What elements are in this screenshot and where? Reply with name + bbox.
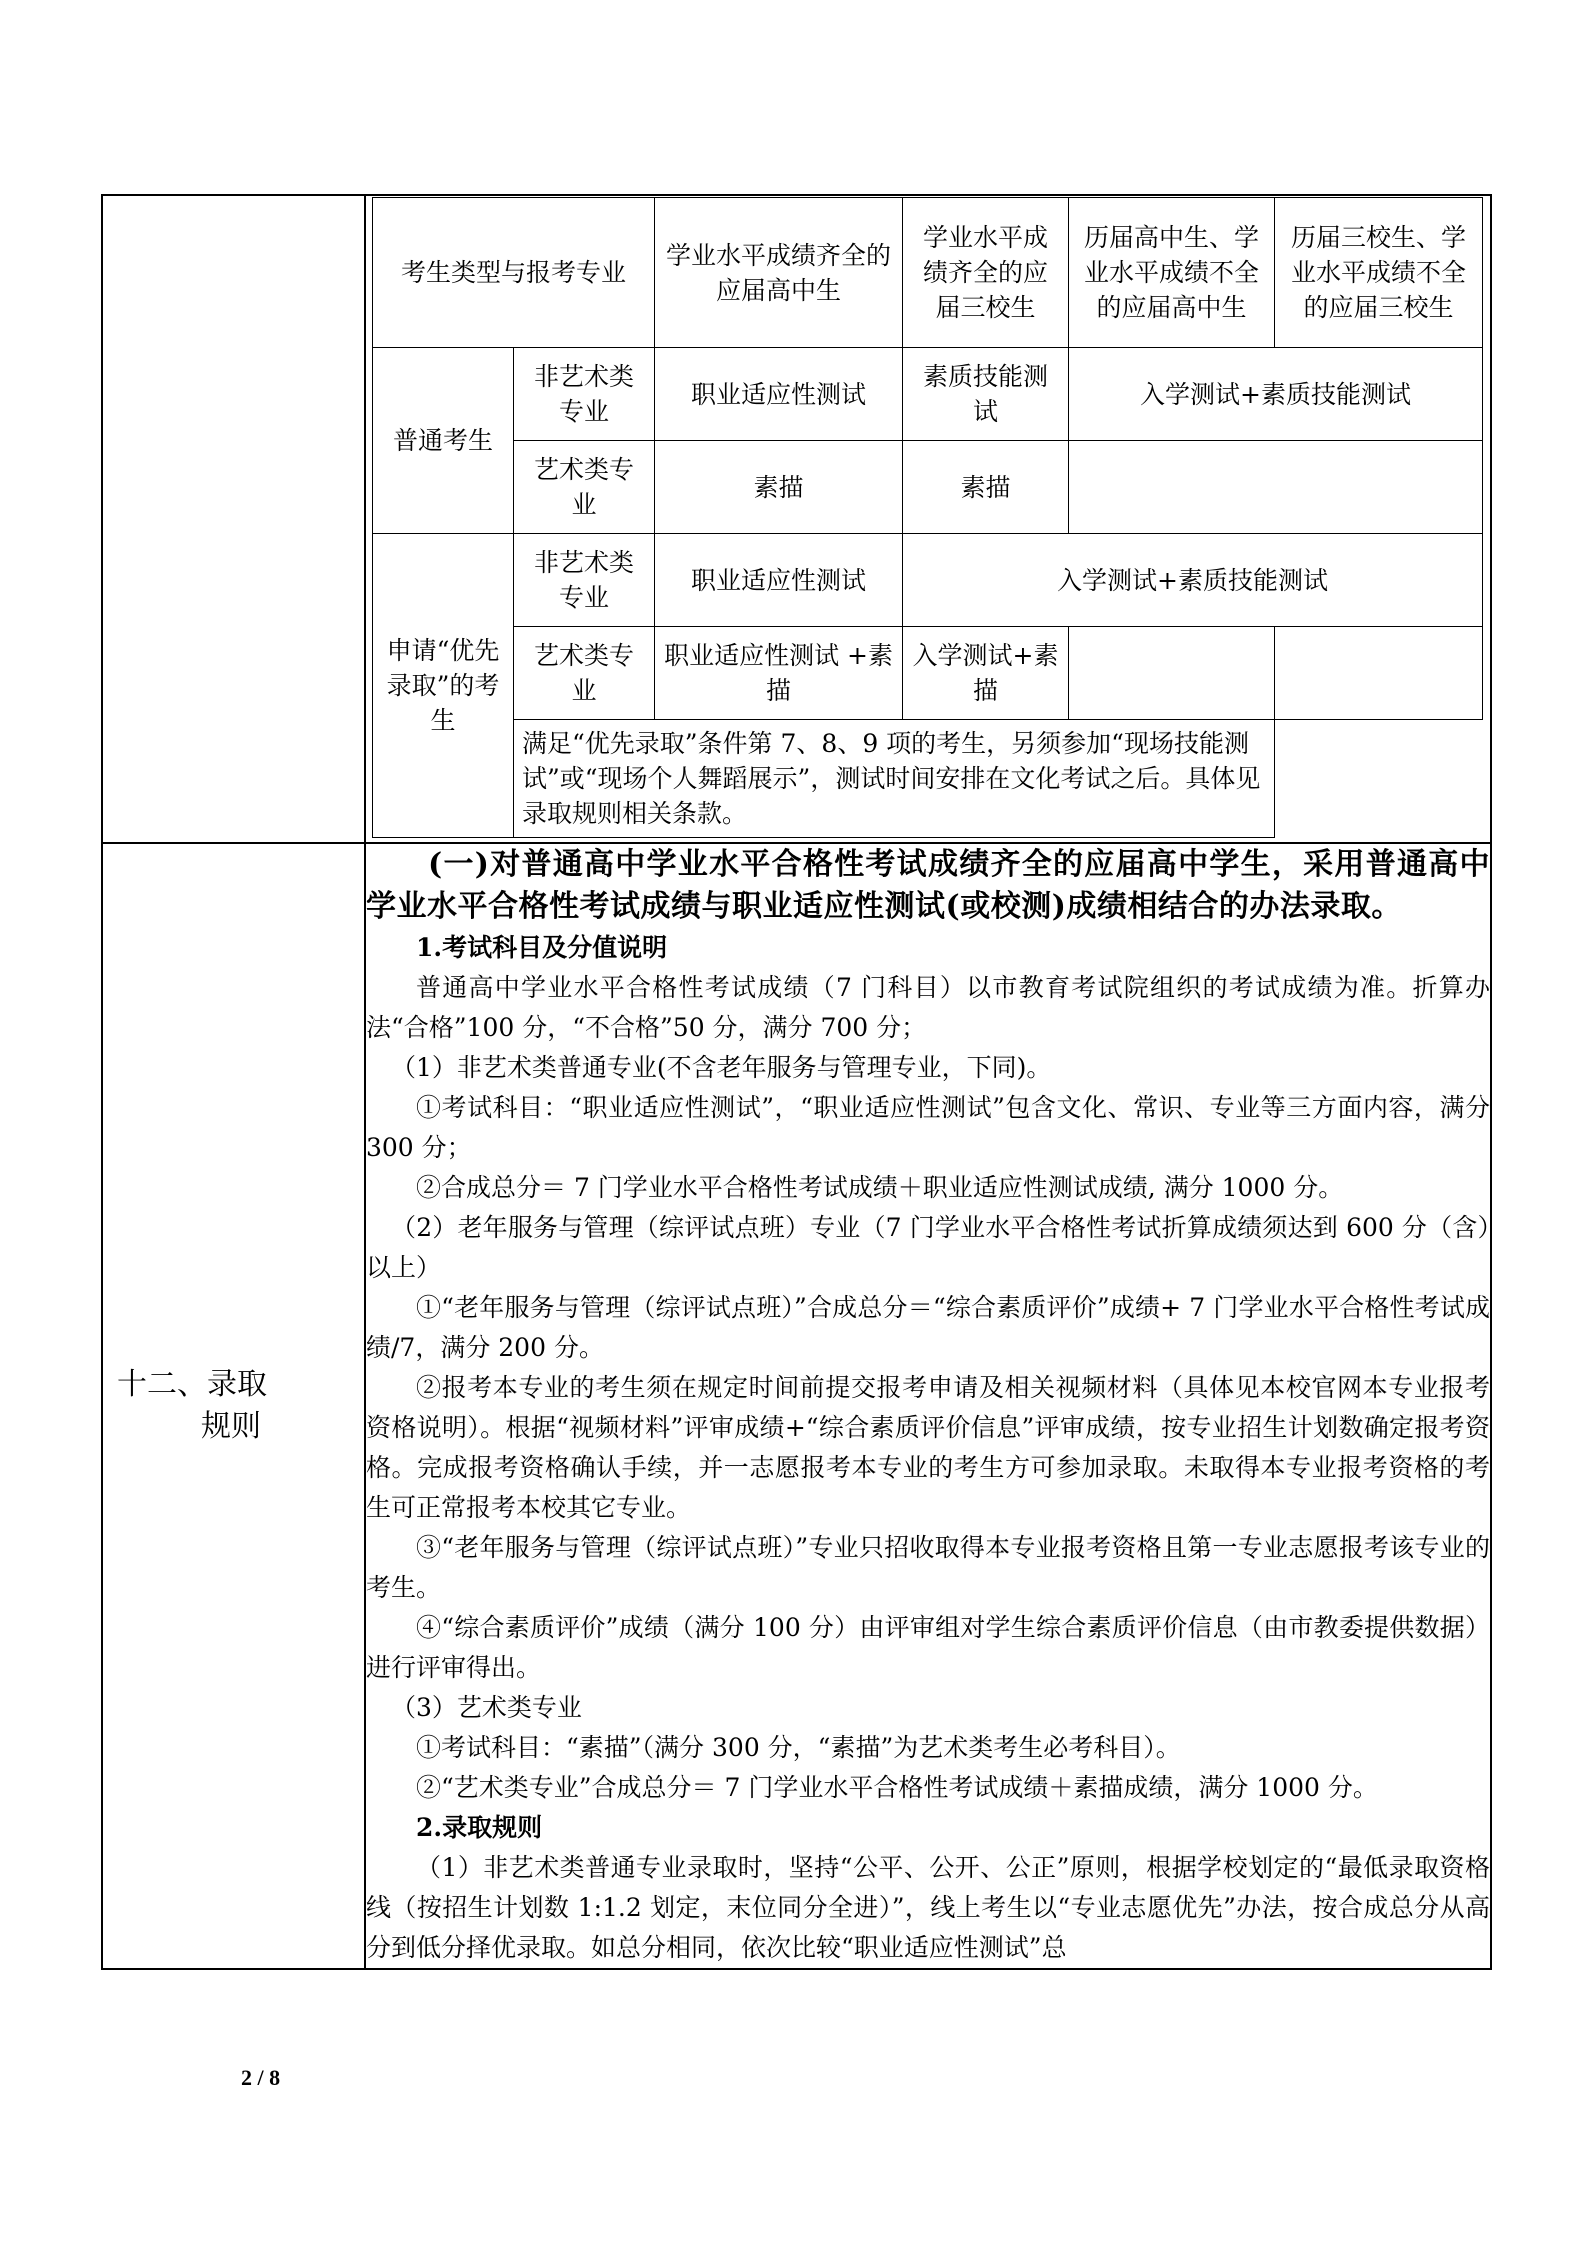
table-cell: 职业适应性测试 xyxy=(655,534,903,627)
header-past-vocational: 历届三校生、学业水平成绩不全的应届三校生 xyxy=(1275,198,1483,348)
section-label-line2: 规则 xyxy=(201,1409,261,1444)
subheading-exam-subjects: 1.考试科目及分值说明 xyxy=(416,933,668,962)
non-art-major-label: 非艺术类专业 xyxy=(514,348,655,441)
table-cell: 素质技能测试 xyxy=(903,348,1069,441)
table-row xyxy=(373,627,1483,720)
paragraph: ①“老年服务与管理（综评试点班）”合成总分＝“综合素质评价”成绩+ 7 门学业水平合格性考试成绩/7，满分 200 分。 xyxy=(366,1293,1490,1362)
header-type-major: 考生类型与报考专业 xyxy=(373,198,655,348)
paragraph: ①考试科目：“职业适应性测试”，“职业适应性测试”包含文化、常识、专业等三方面内容，满分 300 分； xyxy=(366,1093,1490,1162)
header-past-highschool: 历届高中生、学业水平成绩不全的应届高中生 xyxy=(1069,198,1275,348)
table-cell: 入学测试+素质技能测试 xyxy=(1069,348,1483,441)
rules-heading: (一)对普通高中学业水平合格性考试成绩齐全的应届高中学生，采用普通高中学业水平合格性考试成绩与职业适应性测试(或校测)成绩相结合的办法录取。 xyxy=(366,847,1490,924)
section-label-line1: 十二、录取 xyxy=(117,1367,267,1402)
table-cell: 入学测试+素描 xyxy=(903,627,1069,720)
table-row xyxy=(373,720,1483,838)
table-header-row xyxy=(373,198,1483,348)
paragraph: ③“老年服务与管理（综评试点班）”专业只招收取得本专业报考资格且第一专业志愿报考该专业的考生。 xyxy=(366,1533,1490,1602)
paragraph: ②报考本专业的考生须在规定时间前提交报考申请及相关视频材料（具体见本校官网本专业报考资格说明）。根据“视频材料”评审成绩+“综合素质评价信息”评审成绩，按专业招生计划数确定报考资格。完成报考资格确认手续，并一志愿报考本专业的考生方可参加录取。未取得本专业报考资格的考生可正常报考本校其它专业。 xyxy=(366,1373,1490,1522)
paragraph: （1）非艺术类普通专业(不含老年服务与管理专业，下同)。 xyxy=(391,1053,1052,1082)
section-label xyxy=(102,843,365,1969)
non-art-major-label: 非艺术类专业 xyxy=(514,534,655,627)
table-cell: 素描 xyxy=(655,441,903,534)
header-fresh-vocational-complete: 学业水平成绩齐全的应届三校生 xyxy=(903,198,1069,348)
table-cell: 入学测试+素质技能测试 xyxy=(903,534,1483,627)
table-row xyxy=(373,348,1483,441)
admission-document-table xyxy=(101,194,1492,1970)
paragraph: （3）艺术类专业 xyxy=(391,1693,582,1722)
art-major-label: 艺术类专业 xyxy=(514,441,655,534)
header-fresh-highschool-complete: 学业水平成绩齐全的应届高中生 xyxy=(655,198,903,348)
paragraph: ①考试科目：“素描”（满分 300 分，“素描”为艺术类考生必考科目）。 xyxy=(416,1733,1181,1762)
empty-label-cell xyxy=(102,195,365,843)
table-row xyxy=(373,534,1483,627)
paragraph: 普通高中学业水平合格性考试成绩（7 门科目）以市教育考试院组织的考试成绩为准。折算办法“合格”100 分，“不合格”50 分，满分 700 分； xyxy=(366,973,1490,1042)
table-cell: 职业适应性测试 xyxy=(655,348,903,441)
priority-note: 满足“优先录取”条件第 7、8、9 项的考生，另须参加“现场技能测试”或“现场个人舞蹈展示”，测试时间安排在文化考试之后。具体见录取规则相关条款。 xyxy=(514,720,1275,838)
page-number: 2 / 8 xyxy=(241,2065,281,2090)
paragraph: ②“艺术类专业”合成总分＝ 7 门学业水平合格性考试成绩＋素描成绩，满分 1000 分。 xyxy=(416,1773,1378,1802)
admission-rules-row xyxy=(102,843,1491,1969)
table-cell: 素描 xyxy=(903,441,1069,534)
exam-subject-cell xyxy=(365,195,1491,843)
table-cell xyxy=(1069,441,1483,534)
paragraph: ④“综合素质评价”成绩（满分 100 分）由评审组对学生综合素质评价信息（由市教委提供数据）进行评审得出。 xyxy=(366,1613,1490,1682)
exam-subject-row xyxy=(102,195,1491,843)
table-cell xyxy=(1275,627,1483,720)
exam-subject-table xyxy=(372,197,1483,838)
table-cell: 职业适应性测试 +素描 xyxy=(655,627,903,720)
paragraph: （2）老年服务与管理（综评试点班）专业（7 门学业水平合格性考试折算成绩须达到 600 分（含）以上） xyxy=(366,1213,1490,1282)
paragraph: （1）非艺术类普通专业录取时，坚持“公平、公开、公正”原则，根据学校划定的“最低录取资格线（按招生计划数 1:1.2 划定，末位同分全进）”，线上考生以“专业志愿优先”办法，按合成总分从高分到低分择优录取。如总分相同，依次比较“职业适应性测试”总 xyxy=(366,1853,1490,1962)
table-row xyxy=(373,441,1483,534)
priority-candidate-label: 申请“优先录取”的考生 xyxy=(373,534,514,838)
subheading-admission-rules: 2.录取规则 xyxy=(416,1813,543,1842)
admission-rules-text xyxy=(365,843,1491,1969)
table-cell xyxy=(1069,627,1275,720)
paragraph: ②合成总分＝ 7 门学业水平合格性考试成绩＋职业适应性测试成绩, 满分 1000 分。 xyxy=(416,1173,1344,1202)
art-major-label: 艺术类专业 xyxy=(514,627,655,720)
ordinary-candidate-label: 普通考生 xyxy=(373,348,514,534)
